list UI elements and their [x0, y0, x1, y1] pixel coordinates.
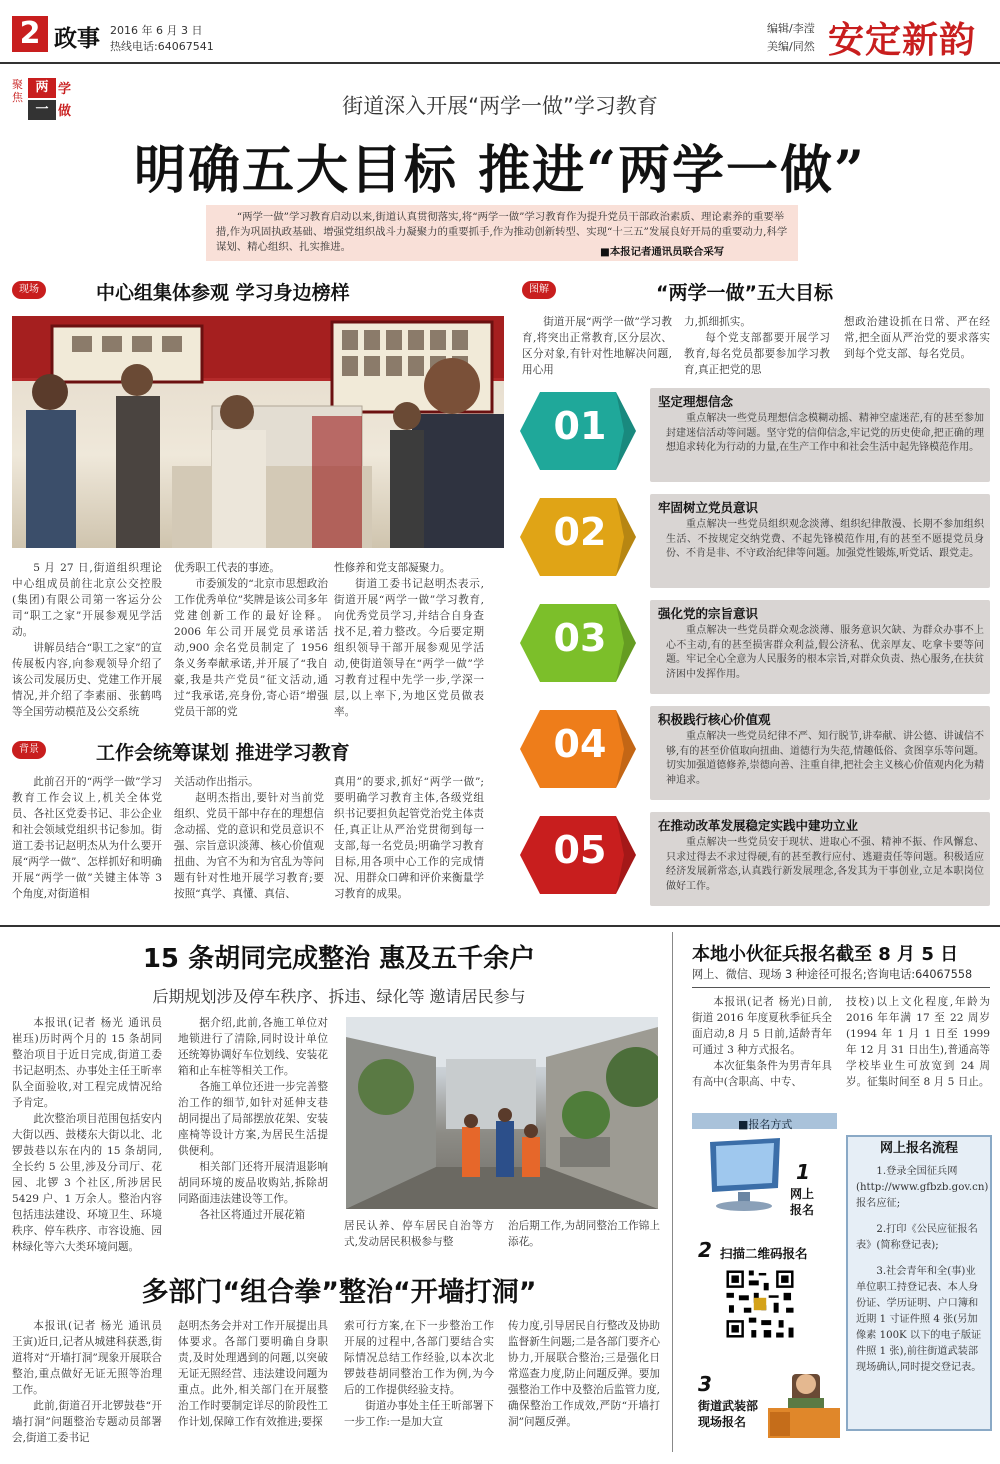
paragraph: 性修养和党支部凝聚力。	[334, 562, 451, 574]
enlist-subhead: 网上、微信、现场 3 种途径可报名;咨询电话:64067558	[692, 968, 973, 981]
goal-step-02	[520, 494, 990, 590]
focus-char: 两	[28, 78, 56, 98]
paragraph: 街道开展“两学一做”学习教育,将突出正常教育,区分层次、区分对象,有针对性地解决问题,用心用	[522, 316, 672, 376]
visit-photo	[12, 316, 504, 548]
method-2-label: 扫描二维码报名	[720, 1246, 808, 1261]
paragraph: 此次整治项目范围包括安内大街以西、鼓楼东大街以北、北锣鼓巷以东在内的 15 条胡同,全长约 5 公里,涉及分司厅、花园、北锣 3 个社区,所涉居民 5429 户、1 万余人。整治内容包括违法建设、环境卫生、环境秩序、停车秩序、市容设施、园林绿化等六大类环境问题。	[12, 1113, 162, 1253]
enlist-column-2	[846, 994, 990, 1090]
walls-column-4	[508, 1318, 660, 1430]
online-process-title: 网上报名流程	[879, 1141, 958, 1156]
focus-char: 做	[58, 104, 72, 119]
paragraph: 讲解员结合“职工之家”的宣传展板内容,向参观领导介绍了该公司发展历史、党建工作开展情况,并介绍了李素丽、张鹤鸣等全国劳动模范及公交系统	[12, 642, 162, 718]
paragraph: 各施工单位还进一步完善整治工作的细节,如针对延伸支巷胡同提出了局部摆放花架、安装座椅等设计方案,为居民生活提供便利。	[178, 1081, 328, 1157]
goals-intro-3	[844, 314, 990, 362]
goal-step-05	[520, 812, 990, 908]
walls-column-1	[12, 1318, 162, 1446]
scene-column-2	[174, 560, 328, 720]
walls-headline: 多部门“组合拳”整治“开墙打洞”	[141, 1277, 537, 1308]
goal-text: 重点解决一些党员组织观念淡薄、组织纪律散漫、长期不参加组织生活、不按规定交纳党费、不起先锋模范作用,有的甚至不愿提党员身份、不肯是非、不守政治纪律等问题。加强党性锻炼,听党话、跟党走。	[666, 519, 984, 559]
paragraph: 技校)以上文化程度,年龄为 2016 年年满 17 至 22 周岁(1994 年 1 月 1 日至 1999 年 12 月 31 日出生),普通高等学校毕业生可放宽到 24 周岁。征集时间至 8 月 5 日止。	[846, 996, 990, 1088]
issue-date: 2016 年 6 月 3 日	[110, 24, 203, 37]
paragraph: 传力度,引导居民自行整改及协助监督新生问题;二是各部门要齐心协力,开展联合整治;三是强化日常巡查力度,防止问题反弹。要加强整治工作中及整治后监管力度,确保整治工作成效,严防“开墙打洞”问题反弹。	[508, 1320, 660, 1428]
goal-number: 03	[553, 616, 607, 660]
hutong-photo	[346, 1017, 658, 1209]
process-step: 3.社会青年和全(事)业单位职工持登记表、本人身份证、学历证明、户口簿和近期 1 寸证件照 4 张(另加像素 100K 以下的电子版证件照 1 张),前往街道武装部现场确认,同时提交登记表。	[856, 1266, 982, 1373]
goal-step-04	[520, 706, 990, 802]
goal-step-01	[520, 388, 990, 484]
method-1-number: 1	[796, 1160, 810, 1184]
online-process-steps	[856, 1164, 989, 1376]
paragraph: 市委颁发的“北京市思想政治工作优秀单位”奖牌是该公司多年党建创新工作的最好诠释。2006 年公司开展党员承诺活动,900 余名党员制定了 1956 条义务奉献承诺,并开展了“我自豪,我是共产党员”征文活动,通过“我承诺,亮身份,寄心语”增强党员干部的党	[174, 578, 328, 718]
qr-code-icon	[724, 1268, 796, 1340]
paragraph: 每个党支部都要开展学习教育,每名党员都要参加学习教育,真正把党的思	[684, 332, 830, 376]
background-column-3	[334, 774, 484, 902]
top-headline: 明确五大目标 推进“两学一做”	[134, 140, 866, 201]
paragraph: 本报讯(记者 杨光 通讯员 崔珏)历时两个月的 15 条胡同整治项目于近日完成,街道工委书记赵明杰、办事处主任王昕率队全面验收,对工程完成情况给予肯定。	[12, 1017, 162, 1109]
goal-text: 重点解决一些党员纪律不严、知行脱节,讲奉献、讲公德、讲诚信不够,有的甚至价值取向扭曲、道德行为失范,情趣低俗、贪图享乐等问题。切实加强道德修养,崇德向善、注重自律,把社会主义核心价值观内化为精神追求。	[666, 731, 984, 786]
visit-photo-illustration	[12, 316, 504, 548]
walls-column-2	[178, 1318, 328, 1430]
paragraph: 优秀职工代表的事迹。	[174, 562, 280, 574]
hutong-subhead: 后期规划涉及停车秩序、拆违、绿化等 邀请居民参与	[152, 987, 526, 1006]
hutong-column-1	[12, 1015, 162, 1255]
walls-column-3	[344, 1318, 494, 1430]
page-number: 2	[12, 16, 48, 52]
paragraph: 据介绍,此前,各施工单位对地锁进行了清除,同时设计单位还统筹协调好车位划线、安装花箱和止车桩等相关工作。	[178, 1017, 328, 1077]
methods-label: ■报名方式	[738, 1118, 793, 1131]
background-headline: 工作会统筹谋划 推进学习教育	[96, 742, 350, 764]
paragraph: 5 月 27 日,街道组织理论中心组成员前往北京公交控股(集团)有限公司第一客运分公司“职工之家”开展参观见学活动。	[12, 562, 162, 638]
enlist-headline: 本地小伙征兵报名截至 8 月 5 日	[692, 944, 959, 965]
goal-title: 坚定理想信念	[658, 394, 734, 409]
designer: 美编/同然	[767, 40, 815, 53]
office-desk-icon	[762, 1368, 842, 1440]
paragraph: 想政治建设抓在日常、严在经常,把全面从严治党的要求落实到每个党支部、每名党员。	[844, 316, 990, 360]
method-3-label: 街道武装部现场报名	[698, 1399, 759, 1429]
hutong-headline: 15 条胡同完成整治 惠及五千余户	[142, 944, 536, 974]
lead-byline: ■本报记者通讯员联合采写	[600, 246, 725, 258]
goals-headline: “两学一做”五大目标	[656, 282, 833, 304]
goal-step-03	[520, 600, 990, 696]
scene-tag: 现场	[12, 281, 46, 299]
goal-text: 重点解决一些党员理想信念模糊动摇、精神空虚迷茫,有的甚至参加封建迷信活动等问题。坚守党的信仰信念,牢记党的历史使命,把正确的理想追求转化为行动的力量,在生产工作中和社会生活中起先锋模范作用。	[666, 413, 984, 453]
paragraph: 此前召开的“两学一做”学习教育工作会议上,机关全体党员、各社区党委书记、非公企业和社会领域党组织书记参加。街道工委书记赵明杰从为什么要开展“两学一做”、怎样抓好和明确开展“两学一做”关键主体等 3 个角度,对街道相	[12, 776, 162, 900]
paragraph: 真用”的要求,抓好“两学一做”;要明确学习教育主体,各级党组织书记要担负起管党治党主体责任,真正让从严治党贯彻到每一支部,每一名党员;明确学习教育目标,用各项中心工作的完成情况、用群众口碑和评价来衡量学习教育的成果。	[334, 776, 484, 900]
hotline: 热线电话:64067541	[110, 40, 214, 53]
hutong-column-3	[344, 1218, 494, 1250]
hutong-photo-illustration	[346, 1017, 658, 1209]
paragraph: 赵明杰指出,要针对当前党组织、党员干部中存在的理想信念动摇、党的意识和党员意识不强、宗旨意识淡薄、核心价值观扭曲、为官不为和为官乱为等问题有针对性地开展学习教育;要按照“真学、真懂、真信、	[174, 792, 324, 900]
column-rule	[672, 932, 673, 1452]
paragraph: 治后期工作,为胡同整治工作锦上添花。	[508, 1220, 660, 1248]
goal-title: 在推动改革发展稳定实践中建功立业	[658, 818, 859, 833]
goal-number: 01	[553, 404, 607, 448]
goal-number: 04	[553, 722, 607, 766]
goal-number: 02	[553, 510, 607, 554]
goals-intro-2	[684, 314, 830, 378]
paragraph: 本报讯(记者 杨光 通讯员 王寅)近日,记者从城建科获悉,街道将对“开墙打洞”现象开展联合整治,重点做好无证无照等治理工作。	[12, 1320, 162, 1396]
paragraph: 此前,街道召开北锣鼓巷“开墙打洞”问题整治专题动员部署会,街道工委书记	[12, 1400, 162, 1444]
background-tag: 背景	[12, 741, 46, 759]
lead-paragraph: “两学一做”学习教育启动以来,街道认真贯彻落实,将“两学一做”学习教育作为提升党员干部政治素质、理论素养的重要举措,作为巩固执政基础、增强党组织战斗力凝聚力的重要抓手,作为推动创新转型、实现“十三五”发展良好开局的重要动力,科学谋划、精心组织、扎实推进。	[206, 205, 798, 261]
paragraph: 力,抓细抓实。	[684, 316, 751, 328]
focus-char: 一	[28, 100, 56, 120]
goal-title: 牢固树立党员意识	[658, 500, 759, 515]
goals-intro-1	[522, 314, 672, 378]
paragraph: 街道工委书记赵明杰表示,街道开展“两学一做”学习教育,向优秀党员学习,并结合自身查找不足,着力整改。今后要定期组织领导干部开展参观见学活动,使街道领导在“两学一做”学习教育过程中先学一步,学深一层,以上率下,为地区党员做表率。	[334, 578, 484, 718]
scene-headline: 中心组集体参观 学习身边榜样	[96, 282, 350, 304]
scene-column-3	[334, 560, 484, 720]
goals-tag: 图解	[522, 281, 556, 299]
masthead-logo: 安定新韵	[828, 19, 977, 61]
enlist-rule	[692, 987, 990, 988]
paragraph: 各社区将通过开展花箱	[199, 1209, 306, 1221]
method-2-number: 2	[698, 1238, 712, 1262]
focus-char: 学	[58, 82, 72, 97]
paragraph: 索可行方案,在下一步整治工作开展的过程中,各部门要结合实际情况总结工作经验,以本次北锣鼓巷胡同整治工作为例,为今后的工作提供经验支持。	[344, 1320, 494, 1396]
methods-label-bar	[692, 1113, 837, 1129]
section-name: 政事	[54, 26, 100, 52]
process-step: 2.打印《公民应征报名表》(简称登记表);	[856, 1224, 978, 1251]
top-subhead: 街道深入开展“两学一做”学习教育	[342, 94, 658, 118]
enlist-column-1	[692, 994, 832, 1090]
hutong-column-4	[508, 1218, 660, 1250]
paragraph: 相关部门还将开展清退影响胡同环境的废品收购站,拆除胡同路面违法建设等工作。	[178, 1161, 328, 1205]
header-rule	[0, 62, 1000, 64]
editor: 编辑/李滢	[767, 22, 815, 35]
paragraph: 本次征集条件为男青年具有高中(含职高、中专、	[692, 1060, 832, 1088]
method-3-number: 3	[698, 1372, 712, 1396]
paragraph: 关活动作出指示。	[174, 776, 259, 788]
paragraph: 本报讯(记者 杨光)日前,街道 2016 年度夏秋季征兵全面启动,8 月 5 日前,适龄青年可通过 3 种方式报名。	[692, 996, 832, 1056]
goal-title: 积极践行核心价值观	[658, 712, 771, 727]
paragraph: 街道办事处主任王昕部署下一步工作:一是加大宣	[344, 1400, 494, 1428]
focus-label: 聚焦	[12, 78, 23, 104]
goal-text: 重点解决一些党员群众观念淡薄、服务意识欠缺、为群众办事不上心不主动,有的甚至损害群众利益,假公济私、优亲厚友、吃拿卡要等问题。牢记全心全意为人民服务的根本宗旨,对群众负责、热心服务,在扶贫济困中发挥作用。	[666, 625, 984, 680]
goal-number: 05	[553, 828, 607, 872]
computer-icon	[700, 1136, 790, 1216]
background-column-1	[12, 774, 162, 902]
scene-column-1	[12, 560, 162, 720]
section-rule	[0, 925, 1000, 927]
goal-title: 强化党的宗旨意识	[658, 606, 759, 621]
paragraph: 居民认养、停车居民自治等方式,发动居民积极参与整	[344, 1220, 494, 1248]
paragraph: 赵明杰务会并对工作开展提出具体要求。各部门要明确自身职责,及时处理遇到的问题,以突破无证无照经营、违法建设问题为重点。此外,相关部门在开展整治工作时要制定详尽的阶段性工作计划,保障工作有效推进;要探	[178, 1320, 328, 1428]
method-1-label: 网上报名	[790, 1187, 815, 1217]
background-column-2	[174, 774, 324, 902]
hutong-column-2	[178, 1015, 328, 1223]
process-step: 1.登录全国征兵网(http://www.gfbzb.gov.cn)报名应征;	[856, 1166, 989, 1209]
goal-text: 重点解决一些党员安于现状、进取心不强、精神不振、作风懈怠、只求过得去不求过得硬,有的甚至教行应付、逃避责任等问题。积极适应经济发展新常态,认真践行新发展理念,各发其为干事创业,立足本职岗位做好工作。	[666, 837, 984, 892]
